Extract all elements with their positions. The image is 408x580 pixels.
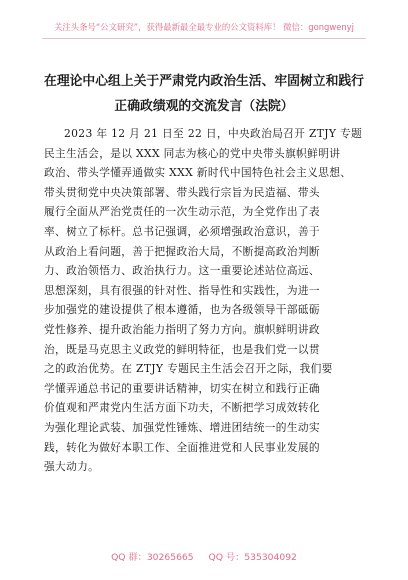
body-line: 2023 年 12 月 21 日至 22 日，中央政治局召开 ZTJY 专题 <box>64 127 363 140</box>
header-divider <box>42 38 366 39</box>
document-title <box>40 69 368 119</box>
body-line: 之的政治优势。在 ZTJY 专题民主生活会召开之际，我们要 <box>44 362 333 376</box>
title-line: 在理论中心组上关于严肃党内政治生活、牢固树立和践行 <box>44 74 364 89</box>
body-line: 带头贯彻党中央决策部署、带头践行宗旨为民造福、带头 <box>44 185 320 199</box>
body-line: 治，既是马克思主义政党的鲜明特征，也是我们党一以贯 <box>44 342 320 356</box>
footer-qq-number: QQ 号：535304092 <box>208 552 297 563</box>
body-line: 价值观和严肃党内生活方面下功夫，不断把学习成效转化 <box>44 401 320 415</box>
title-line: 正确政绩观的交流发言（法院） <box>114 99 294 114</box>
body-line: 步加强党的建设提供了根本遵循，也为各级领导干部砥砺 <box>44 303 320 317</box>
body-line: 从政治上看问题，善于把握政治大局，不断提高政治判断 <box>44 244 320 258</box>
body-line: 民主生活会，是以 XXX 同志为核心的党中央带头旗帜鲜明讲 <box>44 146 341 160</box>
body-line: 强大动力。 <box>44 460 100 474</box>
body-line: 率、树立了标杆。总书记强调，必须增强政治意识，善于 <box>44 224 320 238</box>
footer-contact <box>0 549 408 563</box>
header-banner: 关注头条号“公文研究”，获得最新最全最专业的公文资料库！ 微信：gongwenyj <box>54 22 354 32</box>
body-line: 履行全面从严治党责任的一次生动示范，为全党作出了表 <box>44 205 320 219</box>
body-line: 党性修养、提升政治能力指明了努力方向。旗帜鲜明讲政 <box>44 322 320 336</box>
body-line: 力、政治领悟力、政治执行力。这一重要论述站位高远、 <box>44 264 320 278</box>
footer-qq-group: QQ 群：30265665 <box>111 552 194 563</box>
body-line: 学懂弄通总书记的重要讲话精神，切实在树立和践行正确 <box>44 381 320 395</box>
body-line: 为强化理论武装、加强党性锤炼、增进团结统一的生动实 <box>44 420 320 434</box>
document-body <box>44 124 364 477</box>
body-line: 践，转化为做好本职工作、全面推进党和人民事业发展的 <box>44 440 320 454</box>
body-line: 政治、带头学懂弄通做实 XXX 新时代中国特色社会主义思想、 <box>44 166 352 180</box>
body-line: 思想深刻，具有很强的针对性、指导性和实践性，为进一 <box>44 283 320 297</box>
